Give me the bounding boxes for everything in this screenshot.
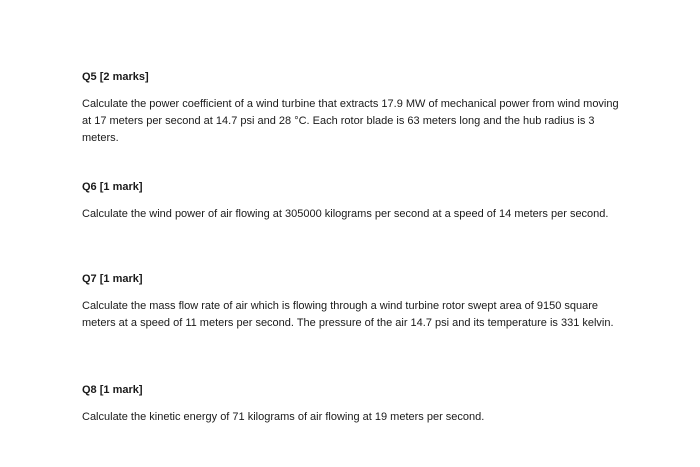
question-text: Calculate the kinetic energy of 71 kilograms of air flowing at 19 meters per second. bbox=[82, 411, 485, 423]
question-heading: Q7 [1 mark] bbox=[82, 273, 143, 285]
question-heading: Q8 [1 mark] bbox=[82, 384, 143, 396]
question-q5 bbox=[82, 70, 622, 147]
question-text: Calculate the wind power of air flowing at 305000 kilograms per second at a speed of 14 meters per second. bbox=[82, 208, 609, 220]
question-text: Calculate the mass flow rate of air which is flowing through a wind turbine rotor swept area of 9150 square meters at a speed of 11 meters per second. The pressure of the air 14.7 psi and its temperature is 331 kelvin. bbox=[82, 300, 614, 329]
question-text: Calculate the power coefficient of a wind turbine that extracts 17.9 MW of mechanical power from wind moving at 17 meters per second at 14.7 psi and 28 °C. Each rotor blade is 63 meters long and the hub radius is 3 meters. bbox=[82, 98, 619, 144]
question-heading: Q5 [2 marks] bbox=[82, 71, 149, 83]
question-q7 bbox=[82, 272, 622, 332]
question-heading: Q6 [1 mark] bbox=[82, 181, 143, 193]
question-q6 bbox=[82, 180, 622, 223]
question-q8 bbox=[82, 383, 622, 426]
